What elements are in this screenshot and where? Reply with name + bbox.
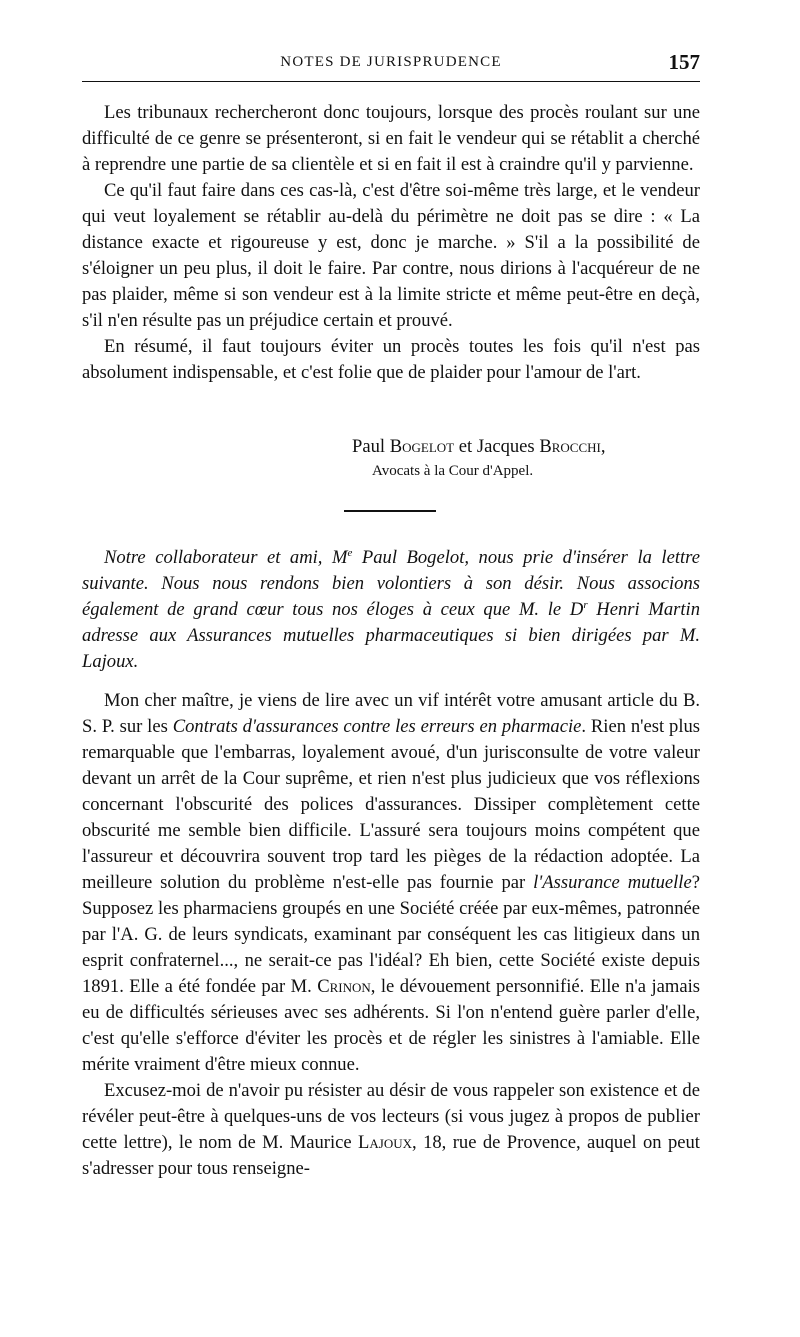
signature-block	[82, 434, 700, 482]
article-paragraph: Ce qu'il faut faire dans ces cas-là, c'est d'être soi-même très large, et le vendeur qui veut loyalement se rétablir au-delà du périmètre ne doit pas se dire : « La distance exacte et rigoureuse y est, donc je marche. » S'il a la possibilité de s'éloigner un peu plus, il doit le faire. Par contre, nous dirions à l'acquéreur de ne pas plaider, même si son vendeur est à la limite stricte et même peut-être en deçà, s'il n'en résulte pas un préjudice certain et prouvé.	[82, 180, 700, 331]
running-title: NOTES DE JURISPRUDENCE	[280, 54, 502, 70]
letter-paragraph-1	[82, 688, 700, 1078]
letter-body	[82, 688, 700, 1182]
letter-text: ? Supposez les pharmaciens groupés en une Société créée par eux-mêmes, patronnée par l'A. G. de leurs syndicats, examinant par conséquent les cas litigieux dans un esprit confraternel..., ne serait-ce pas l'idéal? Eh bien, cette Société existe depuis 1891. Elle a été fondée par M.	[82, 872, 700, 997]
author-2-last: Brocchi,	[539, 436, 606, 457]
article-body	[82, 100, 700, 386]
author-1-first: Paul	[352, 436, 386, 457]
intro-paragraph	[82, 545, 700, 675]
letter-text: Excusez-moi de n'avoir pu résister au désir de vous rappeler son existence et de révéler peut-être à quelques-uns de vos lecteurs (si vous jugez à propos de publier cette lettre), le nom de M. Maurice	[82, 1080, 700, 1153]
article-paragraph: Les tribunaux rechercheront donc toujours, lorsque des procès roulant sur une difficulté de ce genre se présenteront, si en fait le vendeur qui se rétablit a cherché à reprendre une partie de sa clientèle et si en fait il est à craindre qu'il y parvienne.	[82, 102, 700, 175]
letter-text: . Rien n'est plus remarquable que l'embarras, loyalement avoué, d'un jurisconsulte de votre valeur devant un arrêt de la Cour suprême, et rien n'est plus judicieux que vos réflexions concernant l'obscurité des polices d'assurances. Dissiper complètement cette obscurité me semble bien difficile. L'assuré sera toujours moins compétent que l'assureur et découvrira souvent trop tard les pièges de la rédaction adoptée. La meilleure solution du problème n'est-elle pas fournie par	[82, 716, 701, 893]
section-separator	[344, 510, 436, 512]
article-paragraph: En résumé, il faut toujours éviter un procès toutes les fois qu'il n'est pas absolument indispensable, et c'est folie que de plaider pour l'amour de l'art.	[82, 336, 700, 383]
signature-names	[352, 434, 700, 460]
author-1-last: Bogelot	[389, 436, 455, 457]
intro-text-1: Notre collaborateur et ami, M	[104, 547, 348, 568]
letter-text: , 18, rue de Provence, auquel on peut s'adresser pour tous renseigne-	[82, 1132, 700, 1179]
page-number: 157	[668, 50, 700, 74]
cited-article-title: Contrats d'assurances contre les erreurs en pharmacie	[172, 716, 582, 737]
author-2-first: Jacques	[476, 436, 535, 457]
page-header	[82, 50, 700, 76]
header-rule	[82, 81, 700, 82]
cited-organisation: l'Assurance mutuelle	[533, 872, 692, 893]
person-name: Crinon	[317, 976, 371, 997]
editor-intro	[82, 545, 700, 675]
signature-conjunction: et	[458, 436, 473, 457]
person-name: Lajoux	[358, 1132, 413, 1153]
intro-sup-1: e	[347, 546, 353, 559]
intro-text-2: Paul Bogelot, nous prie d'insérer la lettre suivante. Nous nous rendons bien volontiers à son désir. Nous associons également de grand cœur tous nos éloges à ceux que M. le D	[82, 547, 700, 620]
letter-paragraph-2	[82, 1078, 700, 1182]
intro-text-3: Henri Martin adresse aux Assurances mutuelles pharmaceutiques si bien dirigées par M. Lajoux.	[82, 599, 700, 672]
letter-text: , le dévouement personnifié. Elle n'a jamais eu de difficultés sérieuses avec ses adhérents. Si l'on n'entend guère parler d'elle, c'est qu'elle s'efforce d'éviter les procès et de régler les sinistres à l'amiable. Elle mérite vraiment d'être mieux connue.	[82, 976, 700, 1075]
intro-sup-2: r	[583, 598, 588, 611]
letter-text: Mon cher maître, je viens de lire avec un vif intérêt votre amusant article du B. S. P. sur les	[82, 690, 700, 737]
signature-role: Avocats à la Cour d'Appel.	[372, 463, 534, 479]
